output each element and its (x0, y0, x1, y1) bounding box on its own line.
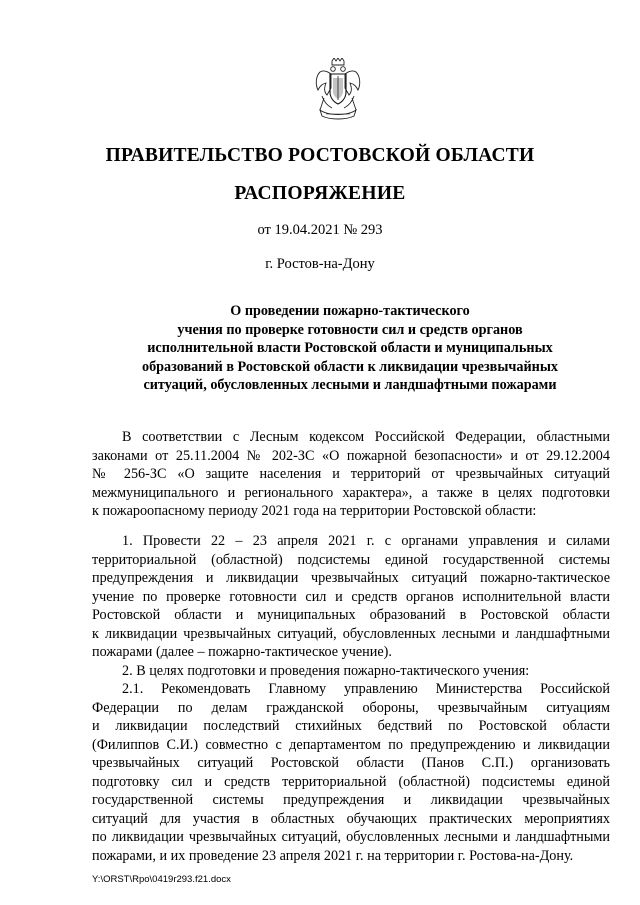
paragraph-line: по ликвидации чрезвычайных ситуаций, обусловленных лесными и ландшафтными (92, 829, 610, 845)
paragraph-line: Ростовской области и муниципальных образований в Ростовской области (92, 607, 610, 623)
paragraph-line: (Филиппов С.И.) совместно с департаментом по предупреждению и ликвидации (92, 736, 610, 753)
paragraph-line: территориальной (областной) подсистемы единой государственной системы (92, 551, 610, 568)
paragraph-line: ситуаций для участия в областных обучающих практических мероприятиях (92, 810, 610, 827)
paragraph-line: В соответствии с Лесным кодексом Российской Федерации, областными (122, 429, 610, 445)
organization-title: ПРАВИТЕЛЬСТВО РОСТОВСКОЙ ОБЛАСТИ (105, 145, 535, 166)
document-type: РАСПОРЯЖЕНИЕ (234, 183, 406, 204)
paragraph-line: № 256-ЗС «О защите населения и территорий от чрезвычайных ситуаций (92, 466, 610, 482)
subject-line: учения по проверке готовности сил и средств органов (177, 321, 523, 338)
document-date-number: от 19.04.2021 № 293 (257, 222, 383, 238)
paragraph-line: государственной системы предупреждения и ликвидации чрезвычайных (92, 792, 610, 808)
paragraph-line: 1. Провести 22 – 23 апреля 2021 г. с органами управления и силами (122, 533, 610, 549)
paragraph-line: пожарами, и их проведение 23 апреля 2021 г. на территории г. Ростова-на-Дону. (92, 847, 574, 864)
paragraph-line: учение по проверке готовности сил и средств органов исполнительной власти (92, 588, 610, 605)
document-subject (100, 302, 600, 395)
subject-line: образований в Ростовской области к ликвидации чрезвычайных (141, 358, 559, 375)
paragraph-line: пожарами (далее – пожарно-тактическое учение). (92, 644, 392, 660)
paragraph-line: 2. В целях подготовки и проведения пожарно-тактического учения: (122, 662, 530, 679)
subject-line: ситуаций, обусловленных лесными и ландшафтными пожарами (143, 377, 557, 393)
preamble-paragraph (92, 428, 610, 521)
paragraph-line: законами от 25.11.2004 № 202-ЗС «О пожарной безопасности» и от 29.12.2004 (92, 447, 610, 464)
paragraph-line: Федерации по делам гражданской обороны, чрезвычайным ситуациям (92, 699, 610, 716)
document-place: г. Ростов-на-Дону (265, 256, 375, 272)
paragraph-line: межмуниципального и регионального характера», а также в целях подготовки (92, 484, 610, 501)
file-path-footer: Y:\ORST\Rpo\0419r293.f21.docx (92, 874, 231, 885)
coat-of-arms-icon (314, 58, 362, 120)
item-1-paragraph (92, 532, 610, 662)
paragraph-line: 2.1. Рекомендовать Главному управлению Министерства Российской (122, 681, 610, 697)
paragraph-line: к пожароопасному периоду 2021 года на территории Ростовской области: (92, 503, 537, 519)
paragraph-line: подготовку сил и средств территориальной (областной) подсистемы единой (92, 773, 610, 790)
subject-line: исполнительной власти Ростовской области и муниципальных (147, 340, 553, 356)
subject-line: О проведении пожарно-тактического (230, 303, 470, 319)
paragraph-line: предупреждения и ликвидации чрезвычайных ситуаций пожарно-тактическое (92, 570, 610, 586)
paragraph-line: чрезвычайных ситуаций Ростовской области (Панов С.П.) организовать (92, 755, 610, 771)
item-2-1-paragraph (92, 680, 610, 865)
paragraph-line: к ликвидации чрезвычайных ситуаций, обусловленных лесными и ландшафтными (92, 625, 610, 642)
item-2-paragraph (92, 662, 610, 681)
paragraph-line: и ликвидации последствий стихийных бедствий по Ростовской области (92, 718, 610, 734)
